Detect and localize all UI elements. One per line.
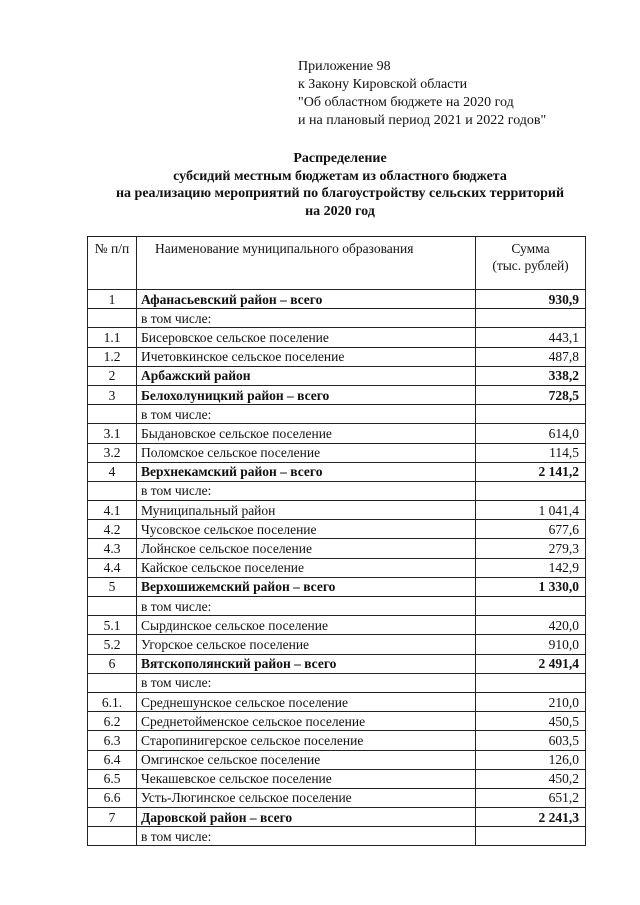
row-name: Верхнекамский район – всего [137,462,476,481]
row-number: 1.2 [88,347,137,366]
row-sum: 126,0 [476,750,586,769]
appendix-line: и на плановый период 2021 и 2022 годов" [298,113,547,128]
header-sum [476,237,586,290]
row-name: Чусовское сельское поселение [137,520,476,539]
table-row [88,577,586,596]
row-sum: 279,3 [476,539,586,558]
row-number: 6.3 [88,731,137,750]
table-row [88,750,586,769]
row-number: 5.2 [88,635,137,654]
row-name: в том числе: [137,827,476,846]
row-sum: 930,9 [476,290,586,309]
appendix-line: "Об областном бюджете на 2020 год [298,95,514,110]
header-sum-line2: (тыс. рублей) [492,258,569,273]
row-sum: 910,0 [476,635,586,654]
table-row [88,673,586,692]
row-name: Верхошижемский район – всего [137,577,476,596]
row-number: 6.6 [88,788,137,807]
row-sum [476,481,586,500]
row-sum: 210,0 [476,692,586,711]
row-number: 4.4 [88,558,137,577]
row-number [88,405,137,424]
row-number: 4.2 [88,520,137,539]
row-name: в том числе: [137,597,476,616]
row-name: Даровской район – всего [137,808,476,827]
row-name: Муниципальный район [137,501,476,520]
table-row [88,481,586,500]
row-sum: 2 491,4 [476,654,586,673]
row-sum [476,597,586,616]
row-sum: 614,0 [476,424,586,443]
row-sum: 487,8 [476,347,586,366]
row-sum: 651,2 [476,788,586,807]
table-row [88,635,586,654]
table-row [88,731,586,750]
header-sum-line1: Сумма [511,241,550,256]
row-name: Кайское сельское поселение [137,558,476,577]
table-row [88,501,586,520]
title-line: субсидий местным бюджетам из областного бюджета [173,168,507,184]
table-row [88,654,586,673]
row-name: Вятскополянский район – всего [137,654,476,673]
row-name: Среднетойменское сельское поселение [137,712,476,731]
row-name: Омгинское сельское поселение [137,750,476,769]
row-sum: 450,2 [476,769,586,788]
table-row [88,539,586,558]
row-number: 5 [88,577,137,596]
row-number: 4.1 [88,501,137,520]
row-name: Афанасьевский район – всего [137,290,476,309]
appendix-line: Приложение 98 [298,59,391,74]
row-number: 4.3 [88,539,137,558]
row-number: 5.1 [88,616,137,635]
table-row [88,385,586,404]
row-sum [476,309,586,328]
row-name: Сырдинское сельское поселение [137,616,476,635]
row-name: Среднешунское сельское поселение [137,692,476,711]
row-sum: 2 241,3 [476,808,586,827]
row-number: 7 [88,808,137,827]
title-line: Распределение [293,151,387,166]
row-name: в том числе: [137,481,476,500]
table-row [88,769,586,788]
row-sum [476,827,586,846]
row-number: 6 [88,654,137,673]
row-name: в том числе: [137,405,476,424]
table-header-row [88,237,586,290]
row-sum: 728,5 [476,385,586,404]
row-name: Бисеровское сельское поселение [137,328,476,347]
row-name: в том числе: [137,309,476,328]
table-row [88,558,586,577]
table-row [88,712,586,731]
row-number: 1 [88,290,137,309]
row-sum: 603,5 [476,731,586,750]
row-name: в том числе: [137,673,476,692]
row-number: 6.5 [88,769,137,788]
appendix-header [298,58,546,130]
row-number [88,827,137,846]
row-name: Старопинигерское сельское поселение [137,731,476,750]
row-number: 2 [88,366,137,385]
row-number: 6.1. [88,692,137,711]
table-row [88,616,586,635]
table-row [88,692,586,711]
row-number: 3.2 [88,443,137,462]
row-number [88,481,137,500]
row-sum: 338,2 [476,366,586,385]
header-name: Наименование муниципального образования [137,237,476,290]
table-row [88,462,586,481]
row-name: Ичетовкинское сельское поселение [137,347,476,366]
row-sum: 450,5 [476,712,586,731]
table-row [88,309,586,328]
row-sum: 114,5 [476,443,586,462]
row-number: 4 [88,462,137,481]
row-name: Поломское сельское поселение [137,443,476,462]
row-name: Чекашевское сельское поселение [137,769,476,788]
table-row [88,290,586,309]
row-name: Усть-Люгинское сельское поселение [137,788,476,807]
table-row [88,443,586,462]
table-row [88,328,586,347]
table-row [88,788,586,807]
row-number [88,309,137,328]
header-num: № п/п [88,237,137,290]
table-row [88,405,586,424]
document-title [70,150,610,220]
row-sum: 1 041,4 [476,501,586,520]
row-name: Арбажский район [137,366,476,385]
row-number [88,673,137,692]
row-number [88,597,137,616]
row-number: 6.2 [88,712,137,731]
table-row [88,520,586,539]
row-name: Быдановское сельское поселение [137,424,476,443]
row-sum [476,673,586,692]
appendix-line: к Закону Кировской области [298,77,468,92]
row-sum: 142,9 [476,558,586,577]
title-line: на реализацию мероприятий по благоустройству сельских территорий [115,186,565,201]
row-sum: 677,6 [476,520,586,539]
row-sum: 1 330,0 [476,577,586,596]
row-sum: 2 141,2 [476,462,586,481]
subsidy-table [87,236,586,846]
table-row [88,366,586,385]
table-row [88,808,586,827]
table-row [88,597,586,616]
row-number: 1.1 [88,328,137,347]
table-row [88,827,586,846]
row-sum: 443,1 [476,328,586,347]
row-name: Белохолуницкий район – всего [137,385,476,404]
row-name: Угорское сельское поселение [137,635,476,654]
row-sum [476,405,586,424]
row-number: 3.1 [88,424,137,443]
row-number: 6.4 [88,750,137,769]
row-name: Лойнское сельское поселение [137,539,476,558]
table-body [88,290,586,846]
table-row [88,347,586,366]
title-line: на 2020 год [305,203,375,219]
row-number: 3 [88,385,137,404]
row-sum: 420,0 [476,616,586,635]
table-row [88,424,586,443]
